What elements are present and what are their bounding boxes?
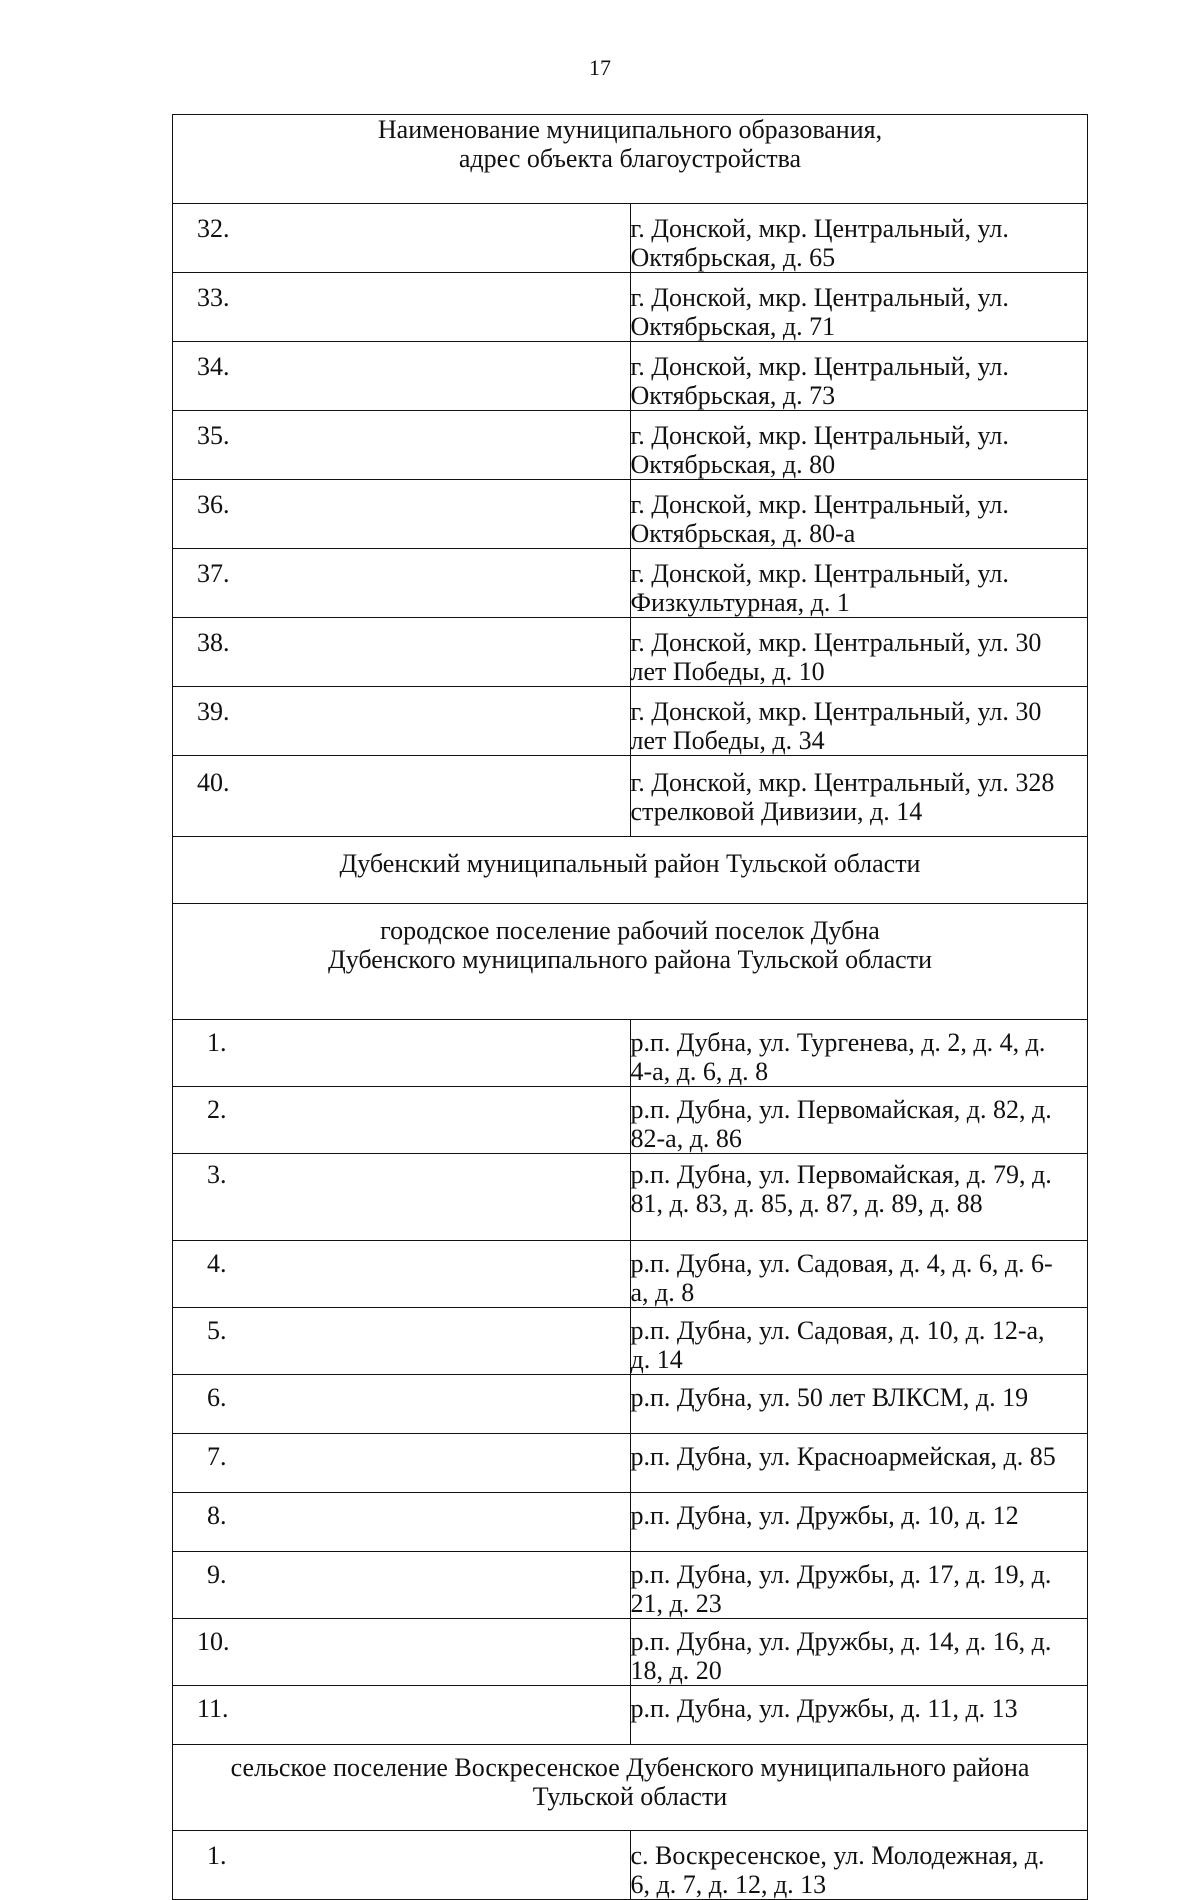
header-line-2: адрес объекта благоустройства [458,144,802,173]
table-row [173,549,1088,618]
row-address: р.п. Дубна, ул. Дружбы, д. 11, д. 13 [630,1686,1088,1745]
row-number: 8. [173,1493,631,1552]
row-number: 37. [173,549,631,618]
row-address: р.п. Дубна, ул. 50 лет ВЛКСМ, д. 19 [630,1375,1088,1434]
row-address: г. Донской, мкр. Центральный, ул. 328 стрелковой Дивизии, д. 14 [630,756,1088,837]
table-row [173,411,1088,480]
row-address: р.п. Дубна, ул. Красноармейская, д. 85 [630,1434,1088,1493]
table-row [173,342,1088,411]
row-address: р.п. Дубна, ул. Дружбы, д. 14, д. 16, д. 18, д. 20 [630,1619,1088,1686]
row-number: 2. [173,1087,631,1154]
settlement-title-line-1: сельское поселение Воскресенское Дубенского муниципального района [230,1753,1030,1782]
row-address: р.п. Дубна, ул. Дружбы, д. 10, д. 12 [630,1493,1088,1552]
row-number: 33. [173,273,631,342]
row-number: 36. [173,480,631,549]
settlement-title-line-2: Дубенского муниципального района Тульской области [327,945,933,974]
district-title: Дубенский муниципальный район Тульской области [173,837,1088,904]
row-number: 10. [173,1619,631,1686]
row-number: 11. [173,1686,631,1745]
row-number: 34. [173,342,631,411]
row-address: р.п. Дубна, ул. Садовая, д. 10, д. 12-а, д. 14 [630,1308,1088,1375]
row-number: 32. [173,204,631,273]
table-row [173,1831,1088,1900]
addresses-table [172,114,1088,1900]
table-row [173,1552,1088,1619]
row-address: г. Донской, мкр. Центральный, ул. Октябрьская, д. 80-а [630,480,1088,549]
row-address: г. Донской, мкр. Центральный, ул. 30 лет Победы, д. 34 [630,687,1088,756]
district-title-row [173,837,1088,904]
table-row [173,204,1088,273]
table-row [173,1686,1088,1745]
table-row [173,480,1088,549]
row-number: 39. [173,687,631,756]
table-row [173,1308,1088,1375]
row-address: г. Донской, мкр. Центральный, ул. Октябрьская, д. 65 [630,204,1088,273]
row-number: 35. [173,411,631,480]
table-row [173,1241,1088,1308]
settlement-title-row [173,904,1088,1020]
settlement-title [173,904,1088,1020]
row-address: г. Донской, мкр. Центральный, ул. Октябрьская, д. 71 [630,273,1088,342]
row-address: с. Воскресенское, ул. Молодежная, д. 6, д. 7, д. 12, д. 13 [630,1831,1088,1900]
row-number: 6. [173,1375,631,1434]
table-row [173,1493,1088,1552]
row-number: 5. [173,1308,631,1375]
table-row [173,756,1088,837]
row-address: г. Донской, мкр. Центральный, ул. Октябрьская, д. 73 [630,342,1088,411]
settlement-title-line-1: городское поселение рабочий поселок Дубна [380,916,880,945]
row-address: р.п. Дубна, ул. Садовая, д. 4, д. 6, д. 6-а, д. 8 [630,1241,1088,1308]
row-address: г. Донской, мкр. Центральный, ул. Физкультурная, д. 1 [630,549,1088,618]
row-number: 1. [173,1020,631,1087]
table-row [173,273,1088,342]
table-row [173,687,1088,756]
table-header-cell [173,115,1088,204]
page-number: 17 [589,55,611,80]
table-row [173,1087,1088,1154]
table-row [173,1434,1088,1493]
table-header-row [173,115,1088,204]
table-row [173,1619,1088,1686]
row-number: 9. [173,1552,631,1619]
row-address: г. Донской, мкр. Центральный, ул. 30 лет Победы, д. 10 [630,618,1088,687]
row-number: 7. [173,1434,631,1493]
table-row [173,1375,1088,1434]
row-number: 4. [173,1241,631,1308]
settlement-title-row [173,1745,1088,1831]
row-address: р.п. Дубна, ул. Первомайская, д. 79, д. 81, д. 83, д. 85, д. 87, д. 89, д. 88 [630,1154,1088,1241]
row-address: р.п. Дубна, ул. Первомайская, д. 82, д. 82-а, д. 86 [630,1087,1088,1154]
table-row [173,1154,1088,1241]
row-number: 38. [173,618,631,687]
row-number: 40. [173,756,631,837]
settlement-title [173,1745,1088,1831]
row-number: 3. [173,1154,631,1241]
row-address: р.п. Дубна, ул. Тургенева, д. 2, д. 4, д. 4-а, д. 6, д. 8 [630,1020,1088,1087]
table-row [173,618,1088,687]
row-number: 1. [173,1831,631,1900]
table-row [173,1020,1088,1087]
header-line-1: Наименование муниципального образования, [377,115,883,144]
row-address: г. Донской, мкр. Центральный, ул. Октябрьская, д. 80 [630,411,1088,480]
row-address: р.п. Дубна, ул. Дружбы, д. 17, д. 19, д. 21, д. 23 [630,1552,1088,1619]
settlement-title-line-2: Тульской области [532,1782,728,1811]
